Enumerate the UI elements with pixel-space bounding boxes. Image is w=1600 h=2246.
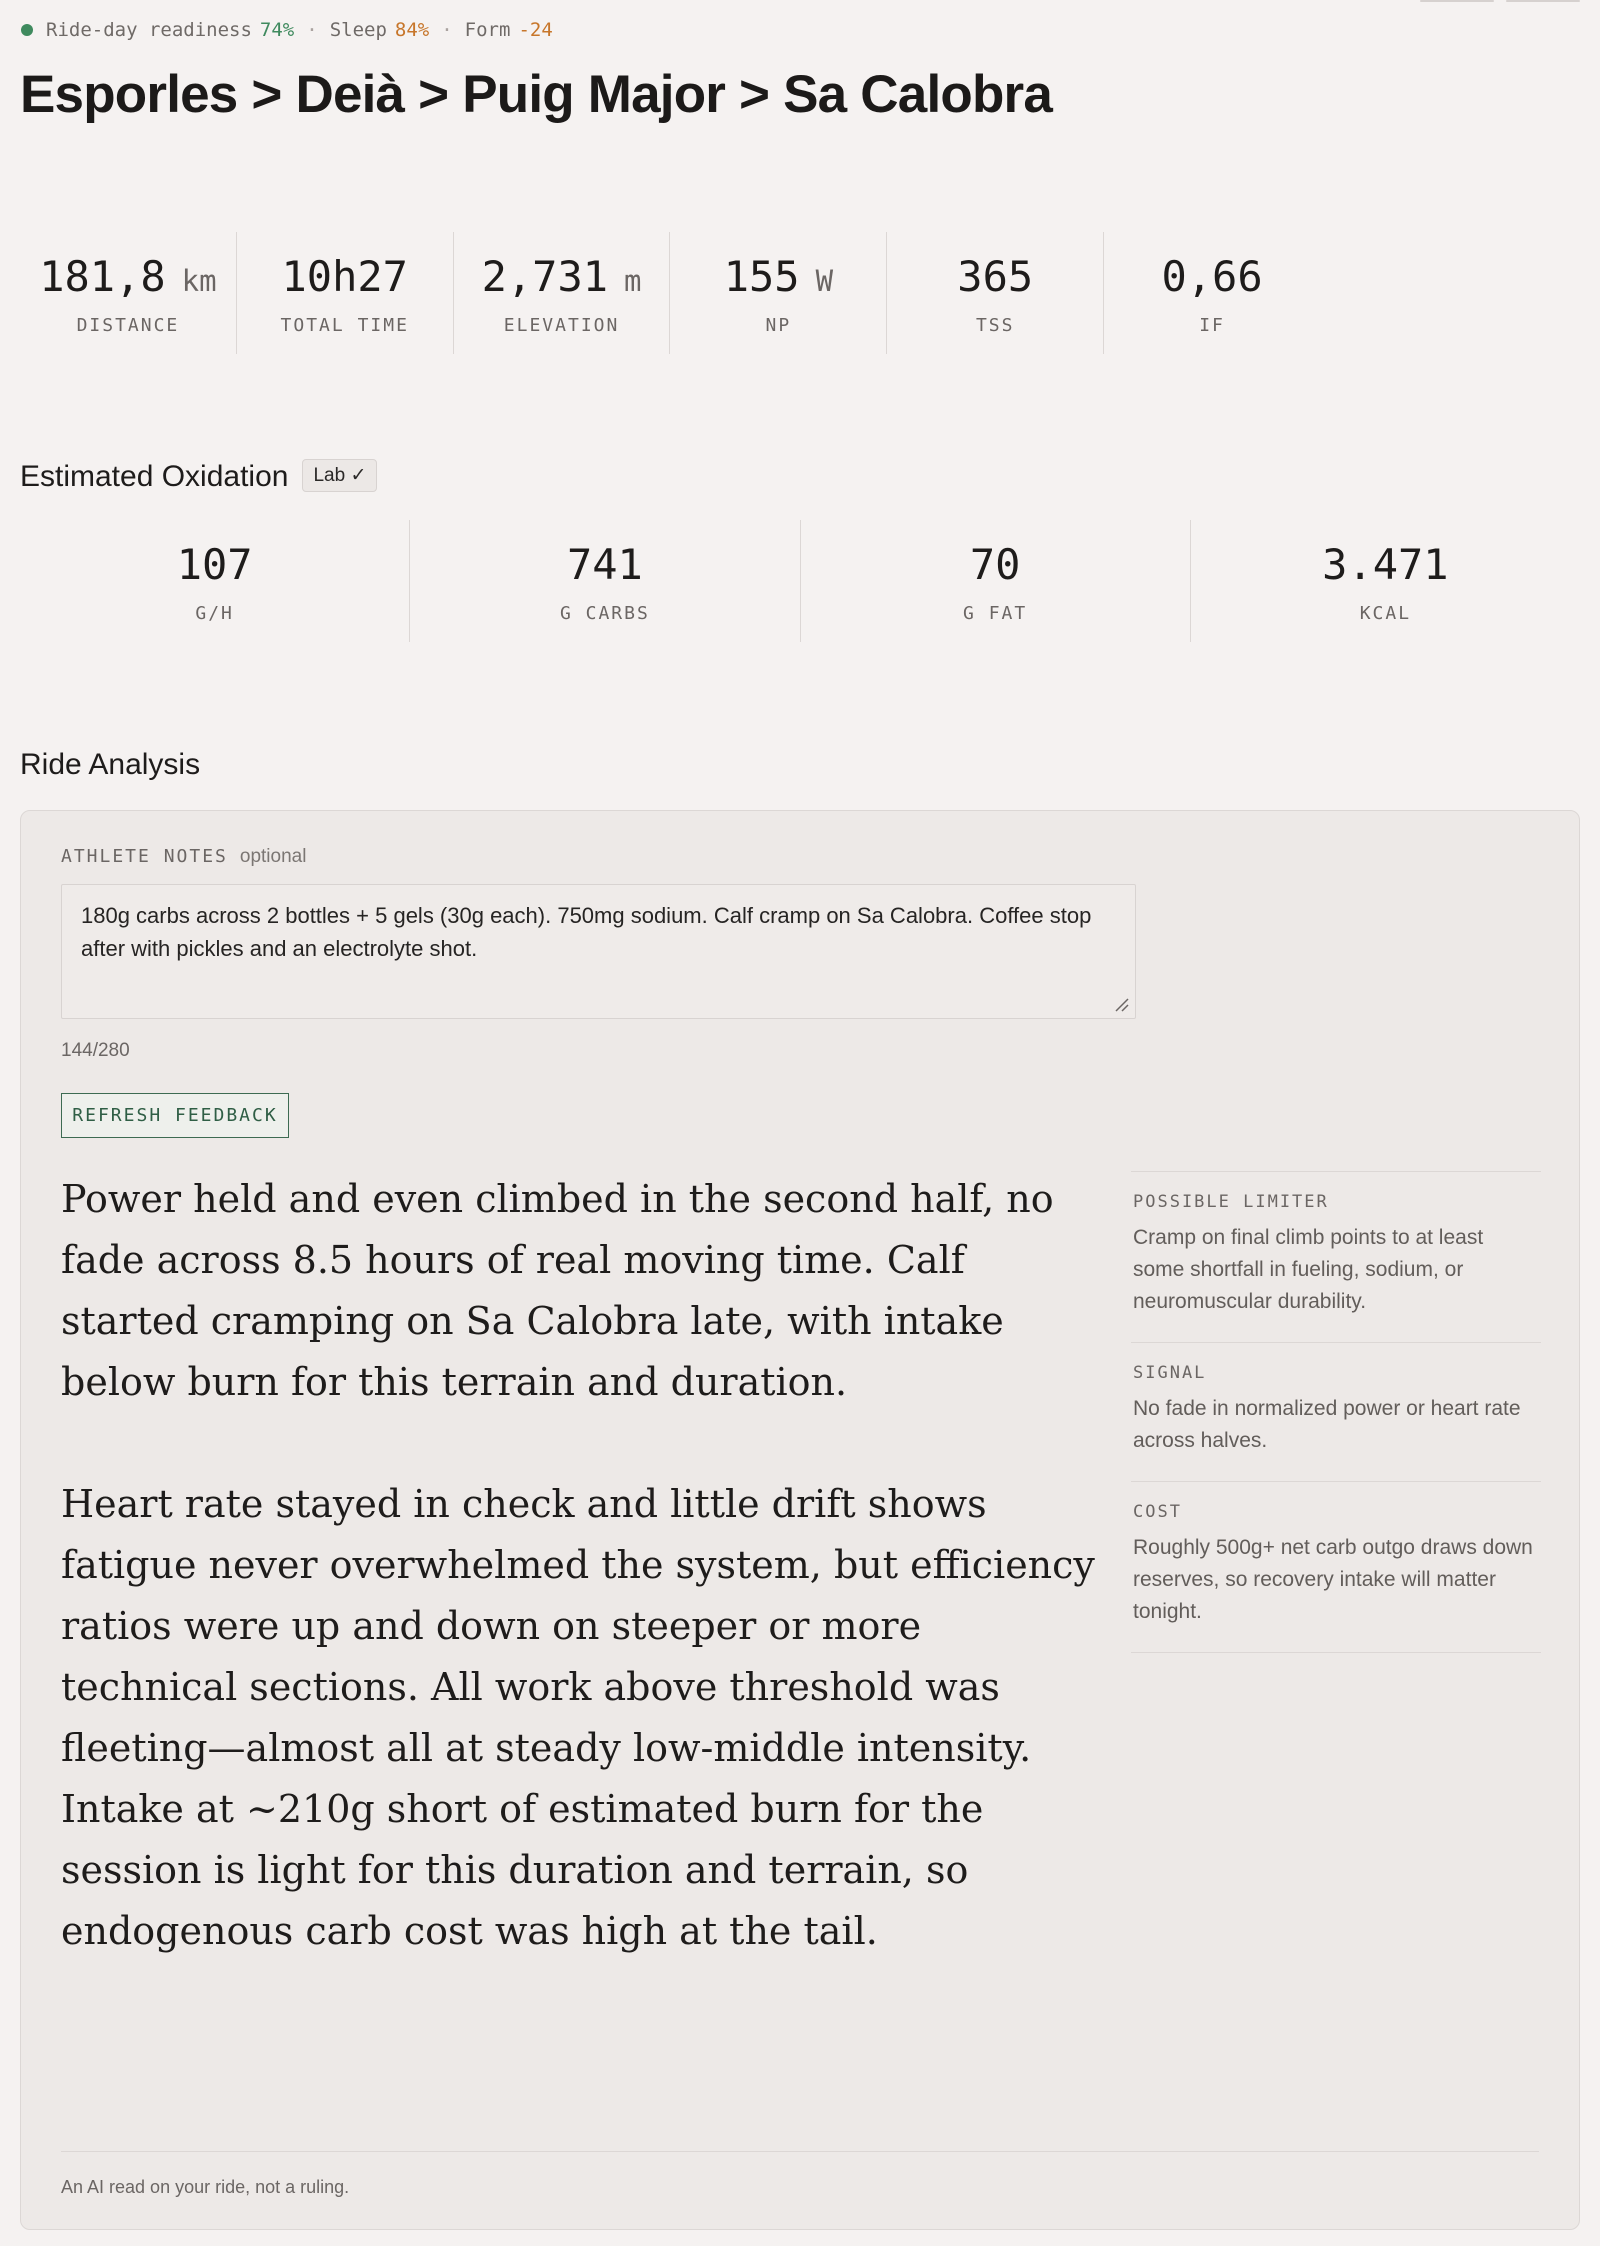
sidebar-item-signal <box>1131 1342 1541 1481</box>
sleep-label: Sleep <box>329 19 387 41</box>
form-value: -24 <box>518 19 553 41</box>
stat-elevation <box>454 232 671 354</box>
athlete-notes-label <box>61 846 306 868</box>
readiness-status-bar <box>21 19 553 41</box>
sidebar-item-text: No fade in normalized power or heart rate across halves. <box>1133 1397 1521 1452</box>
sidebar-item-key: POSSIBLE LIMITER <box>1133 1192 1329 1212</box>
corner-tab[interactable] <box>1420 0 1494 2</box>
metric-value: 70 <box>969 540 1021 589</box>
analysis-sidebar <box>1131 1171 1541 1653</box>
route-title: Esporles > Deià > Puig Major > Sa Calobra <box>20 65 1053 124</box>
analysis-body <box>61 1169 1101 2023</box>
status-dot-icon <box>21 24 33 36</box>
stat-label: NP <box>765 315 792 336</box>
metric-value: 741 <box>566 540 643 589</box>
metric-value: 107 <box>176 540 253 589</box>
sidebar-item-cost <box>1131 1481 1541 1653</box>
stat-label: TOTAL TIME <box>280 315 409 336</box>
metric-value: 3.471 <box>1322 540 1449 589</box>
stat-value: 181,8 <box>39 252 166 301</box>
stat-total-time <box>237 232 454 354</box>
sleep-value: 84% <box>394 19 430 41</box>
sidebar-item-key: SIGNAL <box>1133 1363 1207 1383</box>
sidebar-item-text: Cramp on final climb points to at least some shortfall in fueling, sodium, or neuromuscular durability. <box>1133 1226 1484 1313</box>
form-label: Form <box>464 19 511 41</box>
stat-tss <box>887 232 1104 354</box>
stat-value: 10h27 <box>281 252 408 301</box>
sidebar-item-limiter <box>1131 1171 1541 1342</box>
refresh-feedback-button[interactable]: REFRESH FEEDBACK <box>61 1093 289 1138</box>
oxidation-title <box>20 460 377 495</box>
sidebar-item-text: Roughly 500g+ net carb outgo draws down reserves, so recovery intake will matter tonight. <box>1133 1536 1533 1623</box>
corner-tab[interactable] <box>1506 0 1580 2</box>
ride-stats <box>20 232 1320 354</box>
metric-label: G/H <box>195 603 234 624</box>
analysis-paragraph: Power held and even climbed in the second half, no fade across 8.5 hours of real moving time. Calf started cramping on Sa Calobra late, with intake below burn for this terrain and duration. <box>61 1177 1054 1404</box>
metric-label: G CARBS <box>559 603 650 624</box>
top-right-tabs <box>1420 0 1580 2</box>
stat-value: 0,66 <box>1161 252 1263 301</box>
ride-analysis-panel <box>20 810 1580 2230</box>
notes-label-text: ATHLETE NOTES <box>61 846 228 867</box>
stat-label: ELEVATION <box>503 315 620 336</box>
character-counter: 144/280 <box>61 1040 130 1061</box>
athlete-notes-input[interactable] <box>61 884 1136 1019</box>
stat-np <box>670 232 887 354</box>
stat-distance <box>20 232 237 354</box>
stat-label: DISTANCE <box>76 315 180 336</box>
stat-value: 2,731 <box>481 252 609 301</box>
optional-hint: optional <box>239 846 307 867</box>
sidebar-item-key: COST <box>1133 1502 1182 1522</box>
metric-kcal <box>1191 520 1580 642</box>
metric-fat <box>801 520 1191 642</box>
analysis-paragraph: Heart rate stayed in check and little drift shows fatigue never overwhelmed the system, but efficiency ratios were up and down on steeper or more technical sections. All work above threshold was fleeting—almost all at steady low-middle intensity. Intake at ~210g short of estimated burn for the session is light for this duration and terrain, so endogenous carb cost was high at the tail. <box>61 1482 1095 1953</box>
stat-unit: km <box>181 264 217 298</box>
separator: · <box>306 19 318 41</box>
ai-disclaimer: An AI read on your ride, not a ruling. <box>61 2177 350 2197</box>
readiness-value: 74% <box>259 19 295 41</box>
oxidation-metrics <box>20 520 1580 642</box>
footer-divider <box>61 2151 1539 2152</box>
stat-label: TSS <box>975 315 1015 336</box>
stat-unit: W <box>815 264 834 298</box>
stat-value: 155 <box>723 252 800 301</box>
stat-label: IF <box>1199 315 1225 336</box>
metric-label: G FAT <box>963 603 1028 624</box>
metric-label: KCAL <box>1359 603 1412 624</box>
stat-if <box>1104 232 1320 354</box>
readiness-label: Ride-day readiness <box>46 19 252 41</box>
metric-carbs <box>410 520 800 642</box>
stat-unit: m <box>624 264 642 298</box>
lab-badge[interactable]: Lab ✓ <box>302 459 377 492</box>
resize-grip-icon[interactable] <box>1113 996 1129 1012</box>
metric-grams-per-hour <box>20 520 410 642</box>
oxidation-title-text: Estimated Oxidation <box>20 460 289 493</box>
stat-value: 365 <box>957 252 1034 301</box>
ride-analysis-title: Ride Analysis <box>20 748 201 781</box>
separator: · <box>441 19 453 41</box>
